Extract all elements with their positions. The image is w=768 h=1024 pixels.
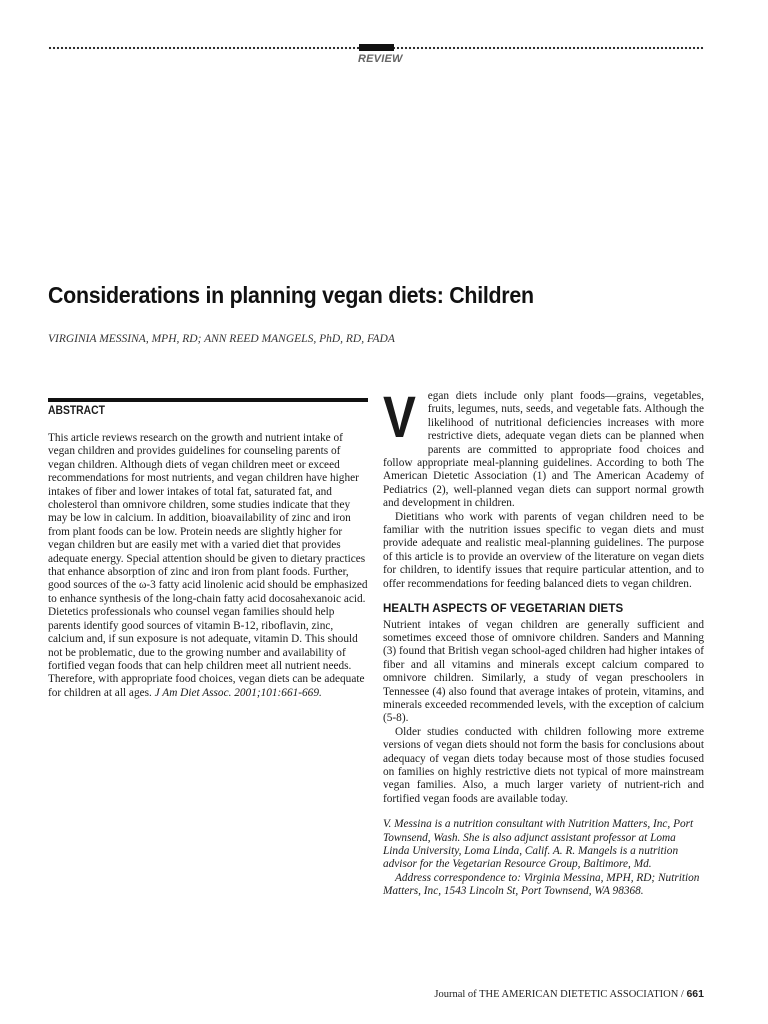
main-body-column: [383, 385, 704, 899]
page-footer: [434, 988, 704, 1000]
drop-cap: V: [383, 385, 416, 450]
abstract-text: This article reviews research on the growth and nutrient intake of vegan children and provides guidelines for counseling parents of vegan children. Although diets of vegan children meet or exceed recommendations for most nutrients, and vegan children have higher intakes of fiber and lower intakes of total fat, saturated fat, and cholesterol than omnivore children, some studies indicate that they may be low in calcium. In addition, bioavailability of zinc and iron from plant foods can be low. Protein needs are slightly higher for vegan children but are easily met with a varied diet that provides adequate energy. Special attention should be given to dietary practices that enhance absorption of zinc and iron from plant foods. Further, good sources of the ω-3 fatty acid linolenic acid should be emphasized to enhance synthesis of the long-chain fatty acid docosahexanoic acid. Dietetics professionals who counsel vegan families should help parents identify good sources of vitamin B-12, riboflavin, zinc, calcium and, if sun exposure is not adequate, vitamin D. This should not be problematic, due to the growing number and availability of fortified vegan foods that can help children meet all nutrient needs. Therefore, with appropriate food choices, vegan diets can be adequate for children at all ages.: [48, 432, 368, 699]
footer-journal: Journal of THE AMERICAN DIETETIC ASSOCIATION /: [434, 989, 684, 1000]
abstract-rule: [48, 398, 368, 402]
abstract-heading: ABSTRACT: [48, 405, 105, 417]
article-authors: VIRGINIA MESSINA, MPH, RD; ANN REED MANGELS, PhD, RD, FADA: [48, 333, 395, 345]
abstract-body: [48, 432, 368, 700]
body-paragraph-2: Dietitians who work with parents of vegan children need to be familiar with the nutrition issues specific to vegan diets and must provide adequate and realistic meal-planning guidelines. The purpose of this article is to provide an overview of the literature on vegan diets for children, to identify issues that require particular attention, and to offer recommendations for feeding balanced diets to vegan children.: [383, 510, 704, 590]
correspondence-text: Address correspondence to: Virginia Messina, MPH, RD; Nutrition Matters, Inc, 1543 Lincoln St, Port Townsend, WA 98368.: [383, 871, 700, 898]
author-bio: [383, 818, 704, 898]
section-label: REVIEW: [358, 53, 403, 65]
body-paragraph-4: Older studies conducted with children following more extreme versions of vegan diets should not form the basis for conclusions about adequacy of vegan diets today because most of those studies focused on families on highly restrictive diets not typical of more mainstream vegan families. Also, a much larger variety of nutrient-rich and fortified vegan foods are available today.: [383, 725, 704, 805]
body-paragraph-1: egan diets include only plant foods—grains, vegetables, fruits, legumes, nuts, seeds, and vegetable fats. Although the likelihood of nutritional deficiencies increases with more restrictive diets, adequate vegan diets can be planned when parents are committed to appropriate food choices and follow appropriate meal-planning guidelines. According to both The American Dietetic Association (1) and The American Academy of Pediatrics (2), well-planned vegan diets can support normal growth and development in children.: [383, 390, 704, 510]
header-rule-block: [359, 44, 394, 51]
author-bio-text: V. Messina is a nutrition consultant with Nutrition Matters, Inc, Port Townsend, Wash. She is also adjunct assistant professor at Loma Linda University, Loma Linda, Calif. A. R. Mangels is a nutrition advisor for the Vegetarian Resource Group, Baltimore, Md.: [383, 818, 694, 871]
article-title: Considerations in planning vegan diets: Children: [48, 282, 534, 308]
section-heading: HEALTH ASPECTS OF VEGETARIAN DIETS: [383, 603, 624, 616]
page-number: 661: [686, 988, 704, 1000]
abstract-citation: J Am Diet Assoc. 2001;101:661-669.: [154, 686, 322, 699]
body-paragraph-3: Nutrient intakes of vegan children are generally sufficient and sometimes exceed those of omnivore children. Sanders and Manning (3) found that British vegan school-aged children had higher intakes of fiber and all vitamins and minerals except calcium compared to omnivore children. Similarly, a study of vegan preschoolers in Tennessee (4) also found that average intakes of protein, vitamins, and minerals exceeded recommended levels, with the exception of calcium (5-8).: [383, 618, 704, 725]
